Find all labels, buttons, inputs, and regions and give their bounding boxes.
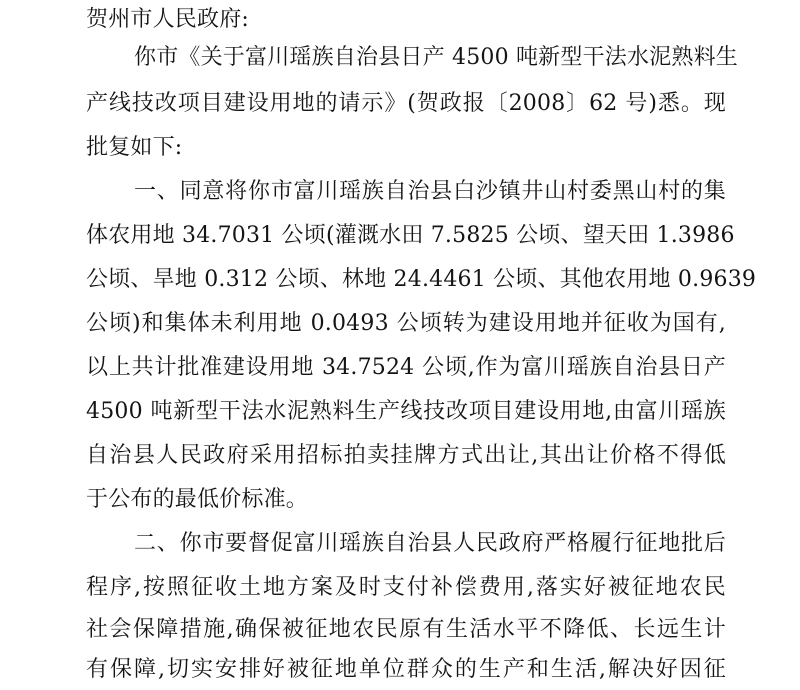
paragraph-line: 一、同意将你市富川瑶族自治县白沙镇井山村委黑山村的集 (134, 179, 726, 204)
paragraph-line: 你市《关于富川瑶族自治县日产 4500 吨新型干法水泥熟料生 (134, 45, 738, 70)
paragraph-line: 社会保障措施,确保被征地农民原有生活水平不降低、长远生计 (86, 617, 726, 642)
paragraph-line: 体农用地 34.7031 公顷(灌溉水田 7.5825 公顷、望天田 1.3986 (86, 223, 735, 248)
paragraph-line: 4500 吨新型干法水泥熟料生产线技改项目建设用地,由富川瑶族 (86, 399, 726, 424)
paragraph-line: 产线技改项目建设用地的请示》(贺政报〔2008〕62 号)悉。现 (86, 91, 726, 116)
salutation: 贺州市人民政府: (86, 7, 250, 32)
paragraph-line: 二、你市要督促富川瑶族自治县人民政府严格履行征地批后 (134, 531, 726, 556)
paragraph-line: 公顷、旱地 0.312 公顷、林地 24.4461 公顷、其他农用地 0.9639 (86, 267, 757, 292)
paragraph-line: 自治县人民政府采用招标拍卖挂牌方式出让,其出让价格不得低 (86, 443, 726, 468)
paragraph-line: 以上共计批准建设用地 34.7524 公顷,作为富川瑶族自治县日产 (86, 355, 726, 380)
paragraph-line: 于公布的最低价标准。 (86, 487, 309, 512)
paragraph-line: 公顷)和集体未利用地 0.0493 公顷转为建设用地并征收为国有, (86, 311, 726, 336)
paragraph-line: 程序,按照征收土地方案及时支付补偿费用,落实好被征地农民 (86, 575, 726, 600)
paragraph-line: 批复如下: (86, 135, 183, 160)
paragraph-line: 有保障,切实安排好被征地单位群众的生产和生活,解决好因征 (86, 657, 726, 682)
